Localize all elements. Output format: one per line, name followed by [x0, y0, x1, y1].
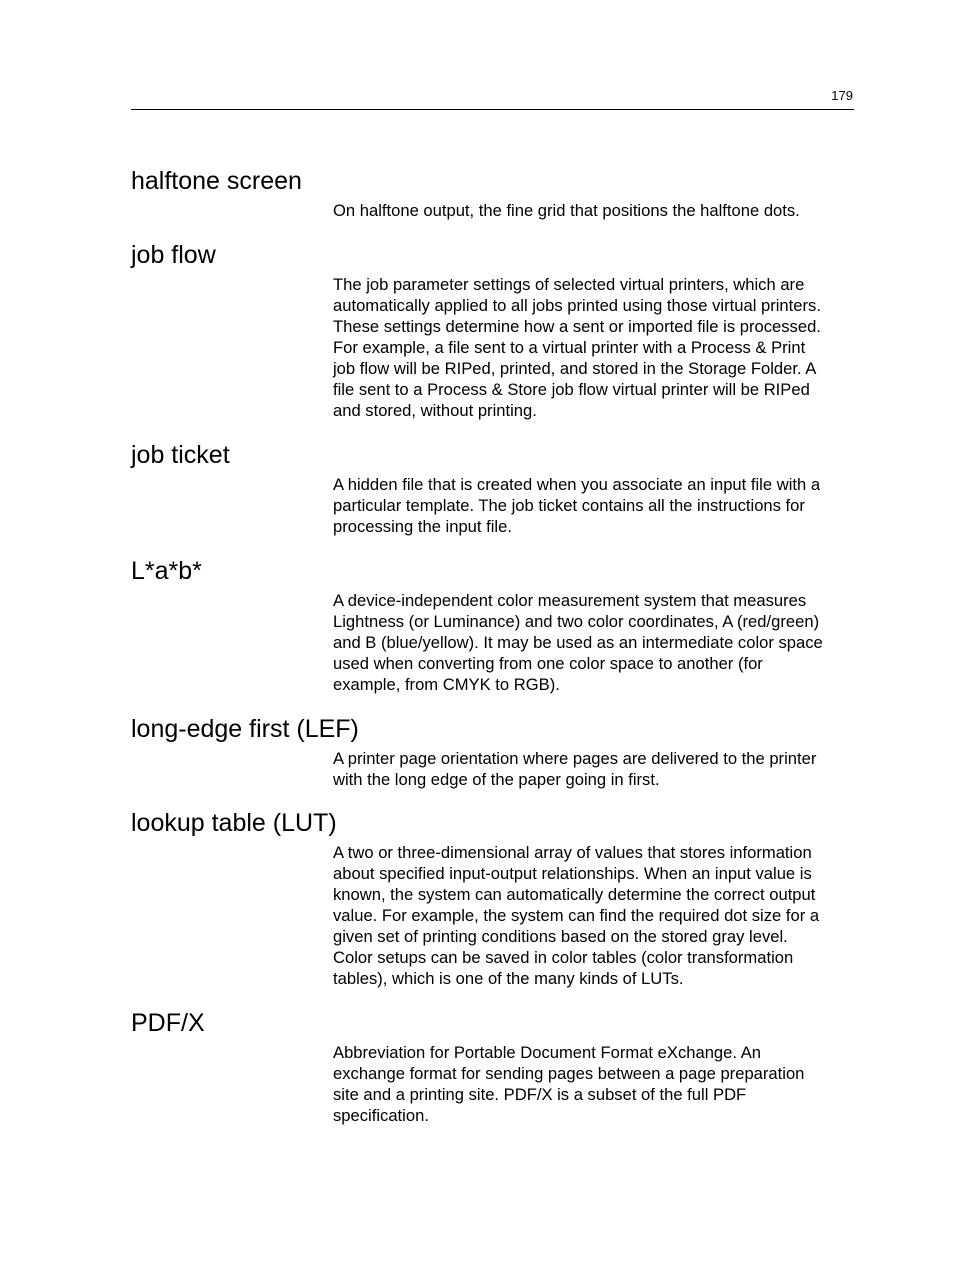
glossary-term-halftone-screen: halftone screen [131, 167, 302, 195]
definition-line: Color setups can be saved in color tables (color transformation [333, 948, 794, 967]
glossary-term-job-ticket: job ticket [131, 441, 230, 469]
definition-line: about specified input-output relationships. When an input value is [333, 864, 812, 883]
glossary-definition-lookup-table [333, 842, 857, 989]
glossary-term-lookup-table: lookup table (LUT) [131, 809, 337, 837]
definition-line: Abbreviation for Portable Document Format eXchange. An [333, 1043, 761, 1062]
definition-line: and stored, without printing. [333, 401, 537, 420]
definition-line: A device-independent color measurement system that measures [333, 591, 807, 610]
definition-line: and B (blue/yellow). It may be used as an intermediate color space [333, 633, 823, 652]
definition-line: given set of printing conditions based on the stored gray level. [333, 927, 788, 946]
glossary-definition-pdf-x [333, 1042, 857, 1126]
definition-line: site and a printing site. PDF/X is a subset of the full PDF [333, 1085, 747, 1104]
definition-line: example, from CMYK to RGB). [333, 675, 560, 694]
glossary-term-long-edge-first: long-edge first (LEF) [131, 715, 359, 743]
definition-line: A two or three-dimensional array of values that stores information [333, 843, 812, 862]
glossary-term-lab: L*a*b* [131, 557, 202, 585]
definition-line: used when converting from one color space to another (for [333, 654, 763, 673]
glossary-definition-halftone-screen [333, 200, 857, 221]
definition-line: tables), which is one of the many kinds of LUTs. [333, 969, 684, 988]
definition-line: For example, a file sent to a virtual printer with a Process & Print [333, 338, 806, 357]
definition-line: exchange format for sending pages between a page preparation [333, 1064, 805, 1083]
definition-line: known, the system can automatically determine the correct output [333, 885, 816, 904]
definition-line: value. For example, the system can find the required dot size for a [333, 906, 820, 925]
header-rule [131, 109, 854, 110]
definition-line: with the long edge of the paper going in first. [333, 770, 660, 789]
definition-line: automatically applied to all jobs printed using those virtual printers. [333, 296, 821, 315]
definition-line: particular template. The job ticket contains all the instructions for [333, 496, 805, 515]
definition-line: On halftone output, the fine grid that positions the halftone dots. [333, 201, 800, 220]
definition-line: A printer page orientation where pages are delivered to the printer [333, 749, 817, 768]
glossary-definition-job-flow [333, 274, 857, 421]
glossary-definition-long-edge-first [333, 748, 857, 790]
definition-line: job flow will be RIPed, printed, and stored in the Storage Folder. A [333, 359, 817, 378]
definition-line: processing the input file. [333, 517, 512, 536]
glossary-definition-job-ticket [333, 474, 857, 537]
definition-line: A hidden file that is created when you associate an input file with a [333, 475, 821, 494]
glossary-definition-lab [333, 590, 857, 695]
definition-line: These settings determine how a sent or imported file is processed. [333, 317, 821, 336]
glossary-term-job-flow: job flow [131, 241, 216, 269]
definition-line: file sent to a Process & Store job flow virtual printer will be RIPed [333, 380, 810, 399]
page-number: 179 [831, 88, 853, 103]
glossary-term-pdf-x: PDF/X [131, 1009, 205, 1037]
definition-line: specification. [333, 1106, 429, 1125]
definition-line: The job parameter settings of selected virtual printers, which are [333, 275, 805, 294]
definition-line: Lightness (or Luminance) and two color coordinates, A (red/green) [333, 612, 820, 631]
